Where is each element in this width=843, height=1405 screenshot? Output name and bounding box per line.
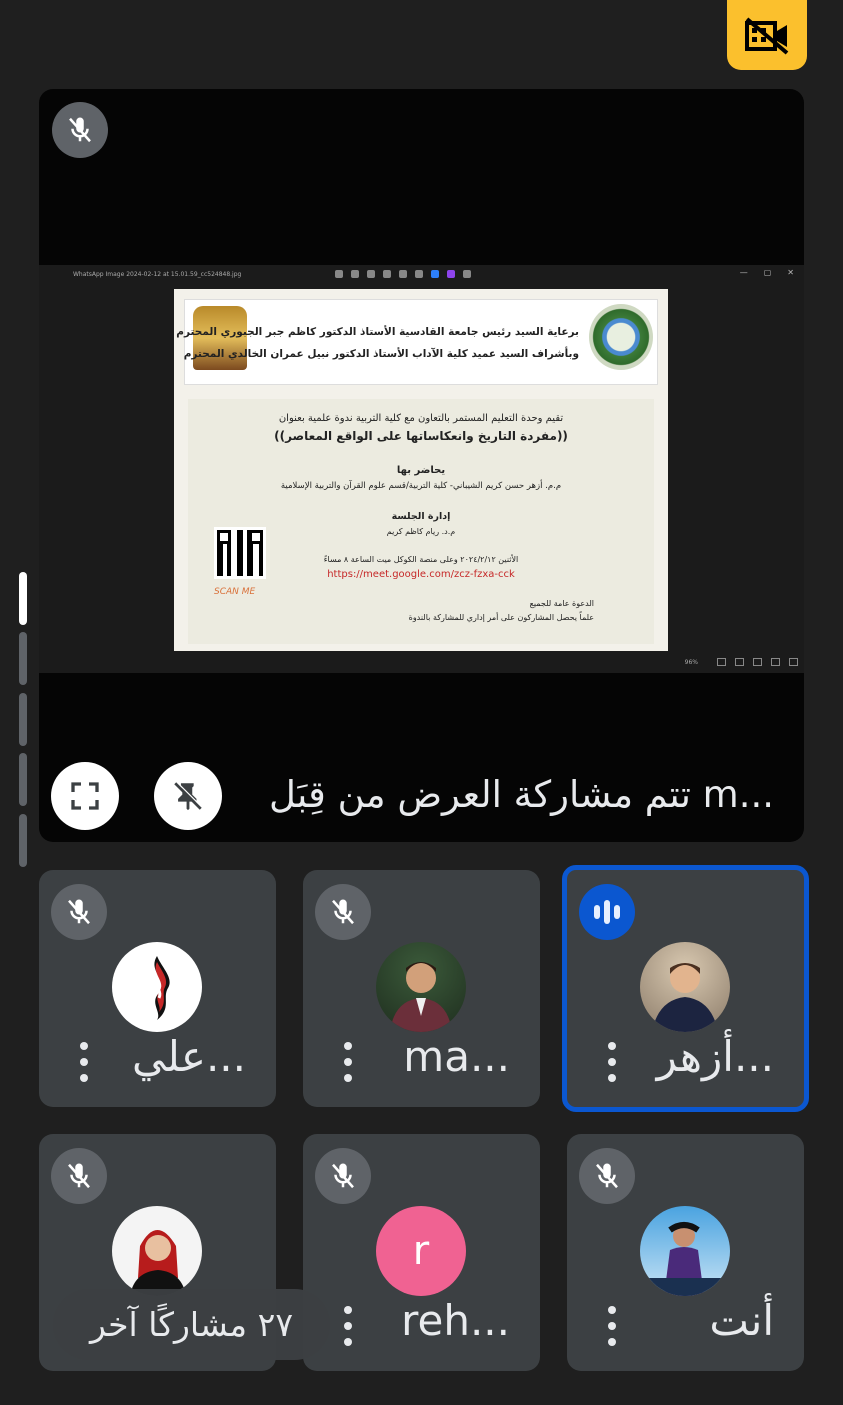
viewer-toolbar	[335, 270, 471, 278]
poster-invite: الدعوة عامة للجميع	[529, 599, 594, 608]
avatar	[112, 942, 202, 1032]
more-options-icon[interactable]	[343, 1306, 353, 1346]
page-indicator[interactable]	[19, 693, 27, 746]
more-options-icon[interactable]	[343, 1042, 353, 1082]
poster-intro: تقيم وحدة التعليم المستمر بالتعاون مع كلية التربية ندوة علمية بعنوان	[278, 413, 564, 424]
qr-code	[214, 527, 266, 579]
shared-screen	[39, 265, 804, 673]
mic-off-icon	[52, 102, 108, 158]
shared-window-title: WhatsApp Image 2024-02-12 at 15.01.59_cc524848.jpg	[73, 271, 242, 278]
participant-name: علي...	[131, 1032, 246, 1081]
mic-off-icon	[51, 884, 107, 940]
avatar	[376, 942, 466, 1032]
poster-note: علماً يحصل المشاركون على أمر إداري للمشاركة بالندوة	[408, 613, 594, 622]
page-indicator[interactable]	[19, 753, 27, 806]
viewer-statusbar	[39, 653, 804, 673]
zoom-level: 96%	[684, 659, 698, 666]
fullscreen-button[interactable]	[51, 762, 119, 830]
avatar-letter: r	[376, 1206, 466, 1296]
participant-tile[interactable]	[567, 1134, 804, 1371]
poster-schedule: الأثنين ٢٠٢٤/٢/١٢ وعلى منصة الكوكل ميت الساعة ٨ مساءً	[323, 555, 519, 564]
participant-tile[interactable]	[303, 1134, 540, 1371]
camera-off-button[interactable]	[727, 0, 807, 70]
scan-me-label: SCAN ME	[214, 587, 256, 597]
window-controls: — ▢ ✕	[739, 268, 794, 277]
participant-name: ma...	[403, 1032, 510, 1081]
poster-lecturer: م.م. أزهر حسن كريم الشيباني- كلية التربية/قسم علوم القرآن والتربية الإسلامية	[280, 481, 562, 491]
participant-name: أزهر...	[656, 1032, 774, 1081]
mic-off-icon	[579, 1148, 635, 1204]
mic-off-icon	[315, 884, 371, 940]
participant-name-self: أنت	[709, 1296, 774, 1345]
presentation-controls	[39, 757, 804, 837]
poster-moderator: م.د. ريام كاظم كريم	[386, 527, 456, 536]
college-logo	[193, 306, 247, 370]
participant-tile-active[interactable]	[562, 865, 809, 1112]
mic-off-icon	[315, 1148, 371, 1204]
more-options-icon[interactable]	[607, 1306, 617, 1346]
more-options-icon[interactable]	[607, 1042, 617, 1082]
university-seal	[589, 304, 653, 370]
more-options-icon[interactable]	[79, 1042, 89, 1082]
participant-tile[interactable]	[303, 870, 540, 1107]
poster-header-line2: وبأشراف السيد عميد كلية الآداب الأستاذ الدكتور نبيل عمران الخالدي المحترم	[183, 348, 579, 360]
avatar	[112, 1206, 202, 1296]
participant-tile[interactable]	[39, 870, 276, 1107]
participant-name: reh...	[401, 1296, 510, 1345]
page-indicator[interactable]	[19, 814, 27, 867]
viewer-zoom-controls	[717, 658, 798, 666]
poster-body	[188, 399, 654, 644]
poster-moderator-label: إدارة الجلسة	[391, 511, 451, 522]
unpin-icon	[171, 779, 205, 813]
other-participants-button[interactable]	[53, 1289, 330, 1360]
avatar	[640, 942, 730, 1032]
avatar	[640, 1206, 730, 1296]
unpin-button[interactable]	[154, 762, 222, 830]
other-participants-count: ٢٧ مشاركًا آخر	[89, 1305, 294, 1344]
no-video-icon	[743, 15, 791, 55]
presentation-tile[interactable]	[39, 89, 804, 842]
shared-window-titlebar	[39, 265, 804, 285]
page-indicator-active[interactable]	[19, 572, 27, 625]
fullscreen-icon	[69, 780, 101, 812]
poster-topic: ((مفردة التاريخ وانعكاساتها على الواقع المعاصر))	[274, 429, 568, 443]
poster-header	[176, 299, 658, 385]
presentation-caption: تتم مشاركة العرض من قِبَل m...	[268, 773, 774, 816]
speaking-indicator-icon	[579, 884, 635, 940]
event-poster	[174, 289, 668, 651]
poster-lecturer-label: يحاضر بها	[396, 465, 446, 476]
page-indicator[interactable]	[19, 632, 27, 685]
poster-header-line1: برعاية السيد رئيس جامعة القادسية الأستاذ الدكتور كاظم جبر الجبوري المحترم	[176, 326, 579, 338]
poster-link: https://meet.google.com/zcz-fzxa-cck	[327, 569, 515, 580]
mic-off-icon	[51, 1148, 107, 1204]
